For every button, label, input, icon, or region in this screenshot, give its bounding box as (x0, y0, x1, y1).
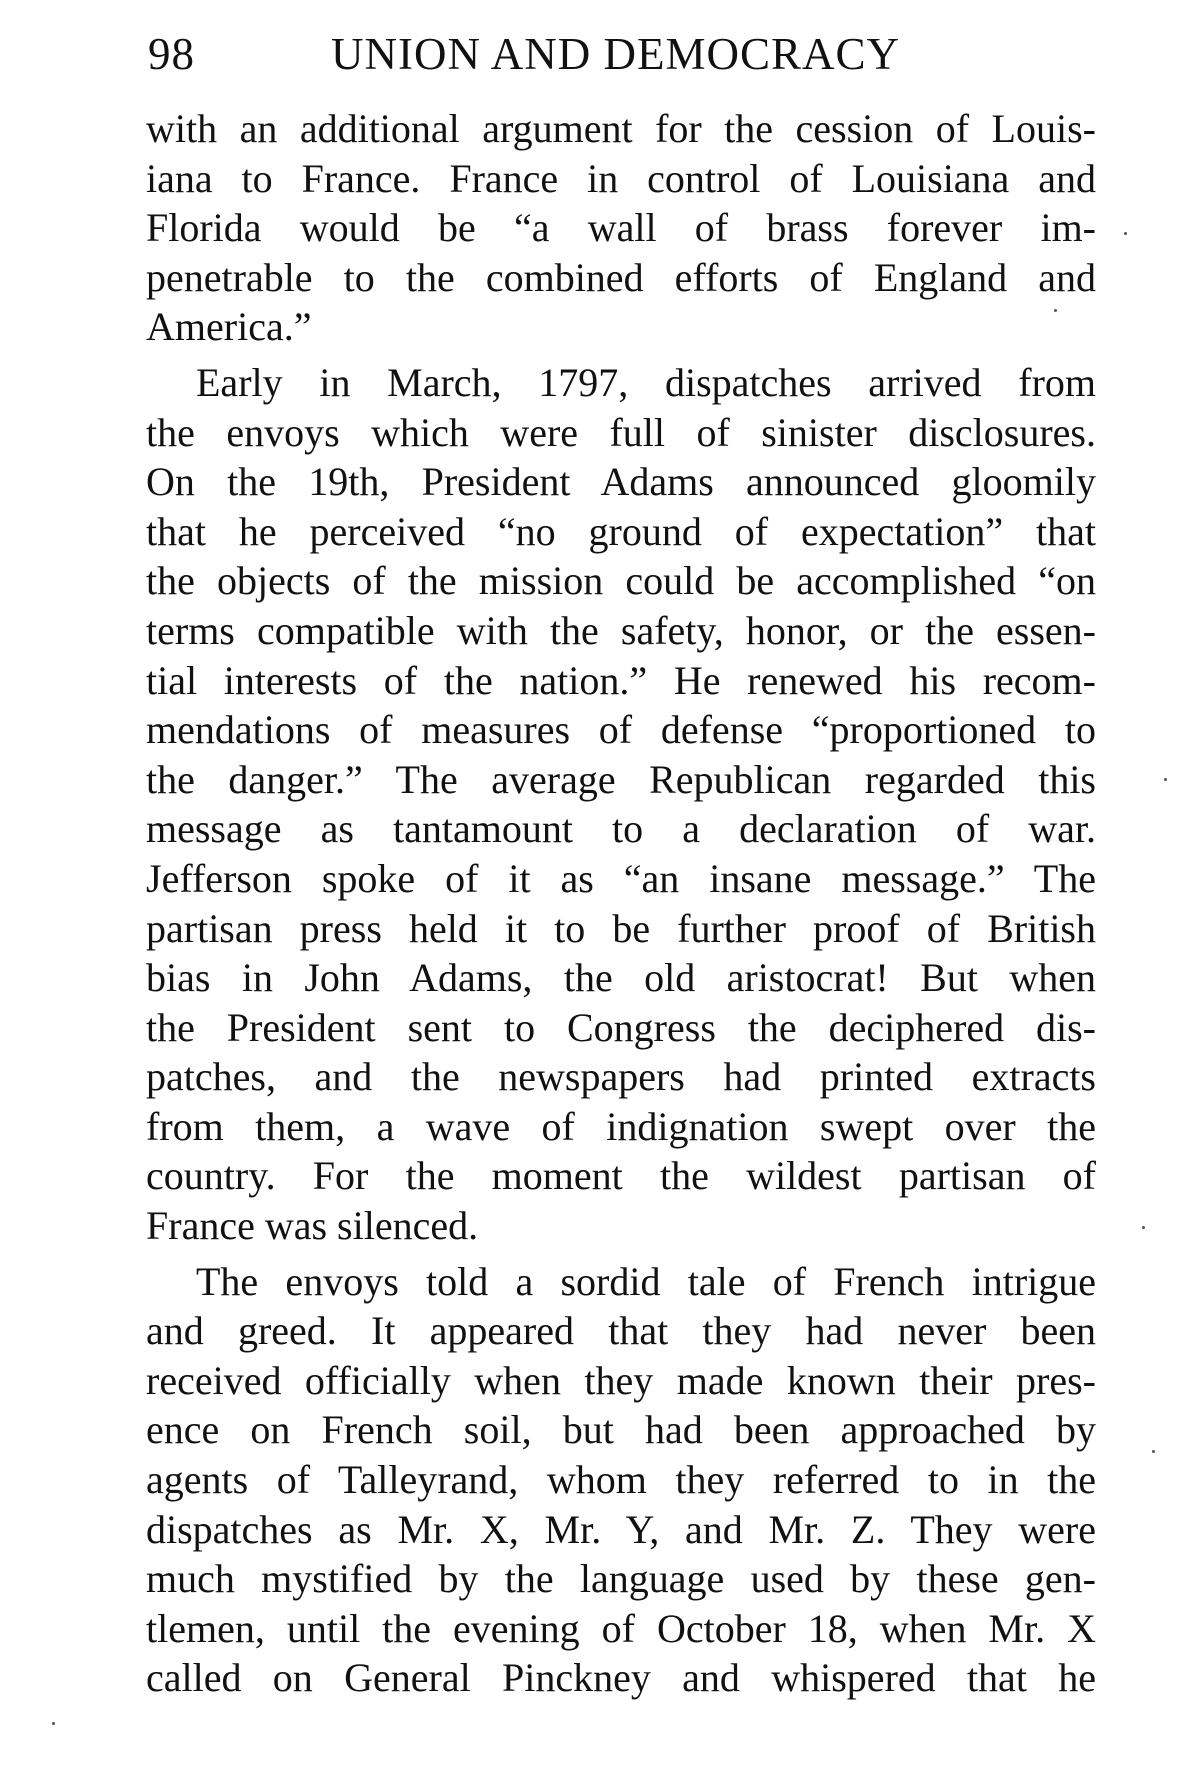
text-line: message as tantamount to a declaration of war. (146, 806, 1096, 852)
text-line: and greed. It appeared that they had never been (146, 1308, 1096, 1354)
text-line: the President sent to Congress the deciphered dis- (146, 1004, 1096, 1050)
body-text (146, 104, 1096, 1703)
text-line: agents of Talleyrand, whom they referred to in the (146, 1457, 1096, 1503)
text-line: partisan press held it to be further proof of British (146, 905, 1096, 951)
text-line: The envoys told a sordid tale of French intrigue (196, 1258, 1096, 1304)
running-head (148, 24, 1098, 84)
scan-speck (1124, 232, 1127, 235)
text-line: On the 19th, President Adams announced gloomily (146, 459, 1096, 505)
text-line: the danger.” The average Republican regarded this (146, 756, 1096, 802)
text-line: bias in John Adams, the old aristocrat! But when (146, 955, 1096, 1001)
text-line: the envoys which were full of sinister disclosures. (146, 409, 1096, 455)
text-line: country. For the moment the wildest partisan of (146, 1153, 1096, 1199)
text-line: America.” (146, 304, 312, 350)
text-line: much mystified by the language used by these gen- (146, 1556, 1096, 1602)
text-line: tlemen, until the evening of October 18, when Mr. X (146, 1605, 1096, 1651)
text-line: penetrable to the combined efforts of England and (146, 254, 1096, 300)
text-line: the objects of the mission could be accomplished “on (146, 558, 1096, 604)
text-line: called on General Pinckney and whispered that he (146, 1655, 1096, 1701)
text-line: terms compatible with the safety, honor, or the essen- (146, 607, 1096, 653)
text-line: patches, and the newspapers had printed extracts (146, 1054, 1096, 1100)
paragraph-dispatches (146, 358, 1096, 1251)
text-line: that he perceived “no ground of expectation” that (146, 508, 1096, 554)
text-line: France was silenced. (146, 1203, 479, 1249)
text-line: ence on French soil, but had been approached by (146, 1407, 1096, 1453)
text-line: tial interests of the nation.” He renewed his recom- (146, 657, 1096, 703)
scan-speck (52, 1722, 55, 1725)
text-line: with an additional argument for the cession of Louis- (146, 106, 1096, 151)
paragraph-envoys-tale (146, 1257, 1096, 1703)
text-line: Florida would be “a wall of brass forever im- (146, 205, 1096, 251)
running-title: UNION AND DEMOCRACY (331, 29, 901, 79)
scan-speck (1142, 1226, 1145, 1229)
scan-speck (1164, 778, 1167, 781)
text-line: from them, a wave of indignation swept over the (146, 1103, 1096, 1149)
text-line: dispatches as Mr. X, Mr. Y, and Mr. Z. They were (146, 1506, 1096, 1552)
scan-speck (1152, 1450, 1155, 1453)
scan-speck (1054, 309, 1057, 312)
text-line: Jefferson spoke of it as “an insane message.” The (146, 855, 1096, 901)
text-line: Early in March, 1797, dispatches arrived from (196, 359, 1096, 405)
text-line: iana to France. France in control of Louisiana and (146, 155, 1096, 201)
paragraph-continuation (146, 104, 1096, 352)
text-line: mendations of measures of defense “proportioned to (146, 707, 1096, 753)
text-line: received officially when they made known their pres- (146, 1357, 1096, 1403)
page-number: 98 (148, 29, 195, 79)
